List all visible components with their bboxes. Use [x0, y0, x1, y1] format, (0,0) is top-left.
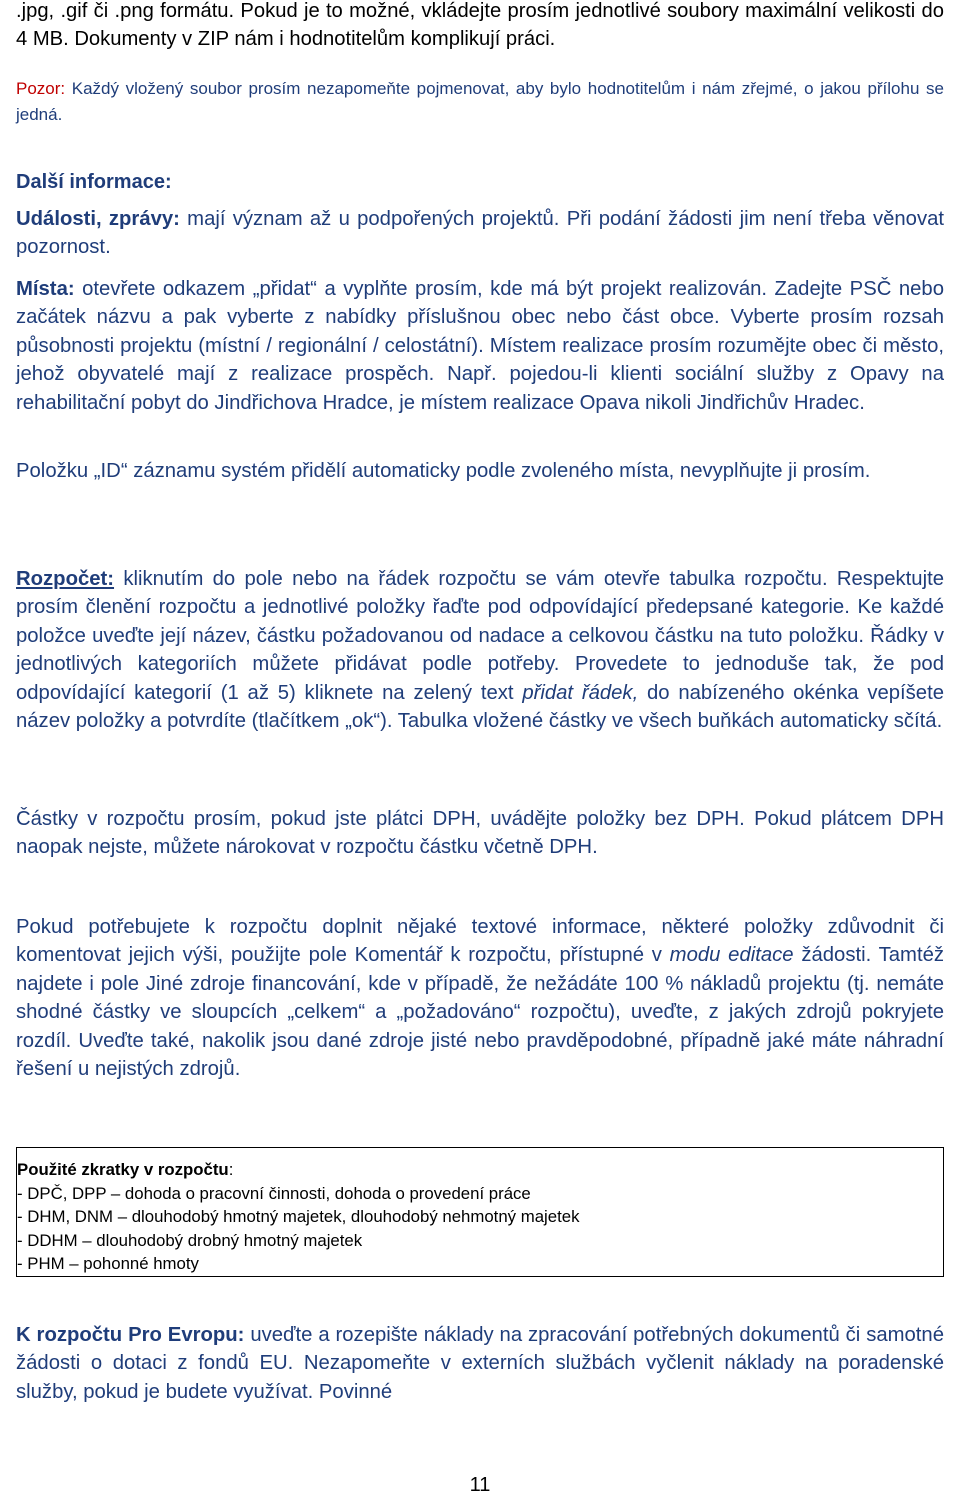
pro-evropu-paragraph: [16, 1321, 944, 1406]
abbreviation-dash: –: [77, 1230, 97, 1250]
abbreviation-item: [17, 1229, 943, 1253]
abbreviation-item: [17, 1182, 943, 1206]
udalosti-label: Události, zprávy:: [16, 208, 180, 230]
polozka-id-paragraph: Položku „ID“ záznamu systém přidělí automaticky podle zvoleného místa, nevyplňujte ji prosím.: [16, 460, 871, 482]
abbreviation-code: DDHM: [27, 1230, 78, 1250]
abbreviation-dash: –: [64, 1254, 84, 1274]
section-heading-dalsi: Další informace:: [16, 171, 172, 193]
abbreviation-dash: –: [113, 1207, 132, 1227]
abbreviation-item: [17, 1252, 943, 1276]
abbreviation-prefix: -: [17, 1207, 28, 1227]
rozpocet-paragraph: [16, 565, 944, 735]
pro-evropu-label: K rozpočtu Pro Evropu:: [16, 1324, 245, 1346]
mista-paragraph: [16, 275, 944, 417]
komentar-text-b: žádosti. Tamtéž najdete i pole Jiné zdroje financování, kde v případě, že nežádáte 100 % nákladů projektu (tj. nemáte shodné částky ve sloupcích „celkem“ a „požadováno“ rozpočtu), uveďte, z jakých zdrojů pokryjete rozdíl. Uveďte také, nakolik jsou dané zdroje jisté nebo pravděpodobné, případně jaké máte náhradní řešení u nejistých zdrojů.: [16, 944, 944, 1081]
abbreviation-prefix: -: [17, 1183, 28, 1203]
udalosti-text: mají význam až u podpořených projektů. Při podání žádosti jim není třeba věnovat pozornost.: [16, 208, 944, 259]
komentar-text-a: Pokud potřebujete k rozpočtu doplnit nějaké textové informace, některé položky zdůvodnit či komentovat jejich výši, použijte pole Komentář k rozpočtu, přístupné v: [16, 916, 944, 967]
warning-paragraph: [16, 76, 944, 128]
abbreviation-description: dohoda o pracovní činnosti, dohoda o provedení práce: [124, 1183, 531, 1203]
komentar-paragraph: [16, 913, 944, 1083]
abbreviation-prefix: -: [17, 1230, 28, 1250]
dph-paragraph: Částky v rozpočtu prosím, pokud jste plátci DPH, uvádějte položky bez DPH. Pokud plátcem DPH naopak nejste, můžete nárokovat v rozpočtu částku včetně DPH.: [16, 808, 944, 859]
rozpocet-label: Rozpočet:: [16, 568, 115, 590]
rozpocet-text-a: kliknutím do pole nebo na řádek rozpočtu se vám otevře tabulka rozpočtu. Respektujte prosím členění rozpočtu a jednotlivé položky řaďte pod odpovídající předepsané kategorie. Ke každé položce uveďte její název, částku požadovanou od nadace a celkovou částku na tuto položku. Řádky v jednotlivých kategoriích můžete přidávat podle potřeby. Provedete to jednoduše tak, že pod odpovídající kategorií (1 až 5) kliknete na zelený text: [16, 568, 944, 704]
intro-paragraph: .jpg, .gif či .png formátu. Pokud je to možné, vkládejte prosím jednotlivé soubory maximální velikosti do 4 MB. Dokumenty v ZIP nám i hodnotitelům komplikují práci.: [16, 0, 944, 50]
page-number: 11: [469, 1474, 491, 1496]
abbreviation-code: PHM: [27, 1254, 65, 1274]
pridat-radek-text: přidat řádek,: [522, 681, 639, 704]
modu-editace-text: modu editace: [669, 944, 794, 967]
udalosti-paragraph: [16, 205, 944, 262]
warning-text: Každý vložený soubor prosím nezapomeňte pojmenovat, aby bylo hodnotitelům i nám zřejmé, o jakou přílohu se jedná.: [16, 79, 944, 124]
abbreviations-heading-label: Použité zkratky v rozpočtu: [17, 1160, 229, 1179]
warning-label: Pozor:: [16, 79, 66, 98]
abbreviation-description: pohonné hmoty: [83, 1254, 199, 1274]
abbreviation-description: dlouhodobý drobný hmotný majetek: [96, 1230, 363, 1250]
abbreviation-code: DHM, DNM: [27, 1207, 114, 1227]
abbreviation-prefix: -: [17, 1254, 28, 1274]
abbreviation-dash: –: [106, 1183, 125, 1203]
rozpocet-text-b: do nabízeného okénka vepíšete název položky a potvrdíte (tlačítkem „ok“). Tabulka vložené částky ve všech buňkách automaticky sčítá.: [16, 681, 944, 733]
abbreviation-description: dlouhodobý hmotný majetek, dlouhodobý nehmotný majetek: [131, 1207, 580, 1227]
abbreviation-item: [17, 1205, 943, 1229]
abbreviations-heading: [17, 1158, 943, 1182]
abbreviations-box: [16, 1147, 944, 1277]
mista-text: otevřete odkazem „přidat“ a vyplňte prosím, kde má být projekt realizován. Zadejte PSČ nebo začátek názvu a pak vyberte z nabídky příslušnou obec nebo část obce. Vyberte prosím rozsah působnosti projektu (místní / regionální / celostátní). Místem realizace prosím rozumějte obec či město, jehož obyvatelé mají z realizace prospěch. Např. pojedou-li klienti sociální služby z Opavy na rehabilitační pobyt do Jindřichova Hradce, je místem realizace Opava nikoli Jindřichův Hradec.: [16, 278, 944, 414]
abbreviations-heading-colon: :: [228, 1160, 234, 1179]
abbreviation-code: DPČ, DPP: [27, 1183, 107, 1203]
mista-label: Místa:: [16, 278, 75, 300]
pro-evropu-text: uveďte a rozepište náklady na zpracování potřebných dokumentů či samotné žádosti o dotaci z fondů EU. Nezapomeňte v externích službách vyčlenit náklady na poradenské služby, pokud je budete využívat. Povinné: [16, 1324, 944, 1403]
